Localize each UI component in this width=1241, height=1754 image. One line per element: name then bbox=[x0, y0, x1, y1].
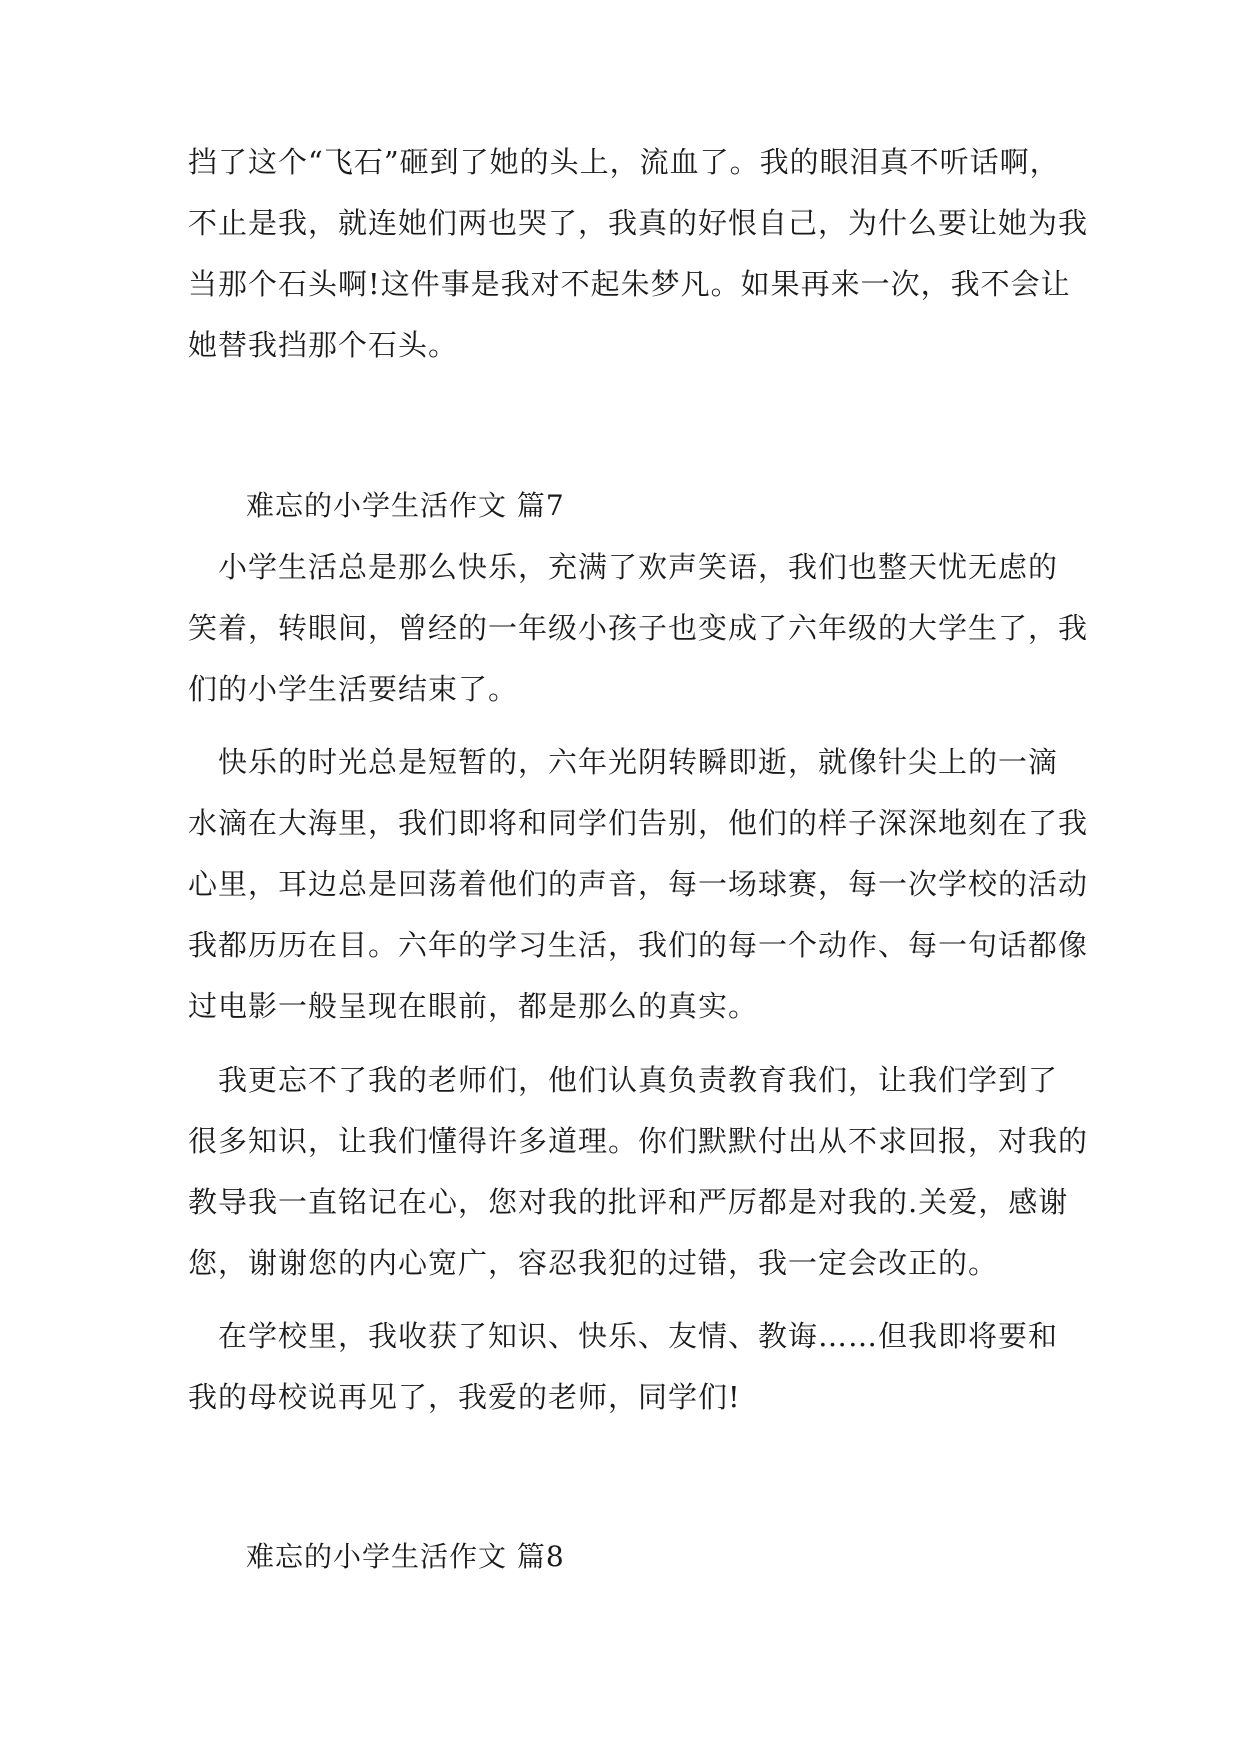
text-line: 我的母校说再见了，我爱的老师，同学们! bbox=[188, 1380, 741, 1414]
text-line: 教导我一直铭记在心，您对我的批评和严厉都是对我的.关爱，感谢 bbox=[188, 1185, 1069, 1219]
text-line: 过电影一般呈现在眼前，都是那么的真实。 bbox=[188, 989, 759, 1023]
text-line: 我都历历在目。六年的学习生活，我们的每一个动作、每一句话都像 bbox=[188, 928, 1089, 962]
text-line: 她替我挡那个石头。 bbox=[188, 328, 459, 362]
text-line: 们的小学生活要结束了。 bbox=[188, 672, 519, 706]
text-line: 挡了这个“飞石”砸到了她的头上，流血了。我的眼泪真不听话啊， bbox=[188, 145, 1060, 179]
text-line: 当那个石头啊!这件事是我对不起朱梦凡。如果再来一次，我不会让 bbox=[188, 267, 1071, 301]
section-heading: 难忘的小学生活作文 篇8 bbox=[246, 1540, 565, 1573]
text-line: 不止是我，就连她们两也哭了，我真的好恨自己，为什么要让她为我 bbox=[188, 206, 1089, 240]
text-line: 很多知识，让我们懂得许多道理。你们默默付出从不求回报，对我的 bbox=[188, 1124, 1089, 1158]
text-line: 心里，耳边总是回荡着他们的声音，每一场球赛，每一次学校的活动 bbox=[188, 867, 1089, 901]
text-line: 我更忘不了我的老师们，他们认真负责教育我们，让我们学到了 bbox=[188, 1063, 1059, 1097]
text-line: 在学校里，我收获了知识、快乐、友情、教诲……但我即将要和 bbox=[188, 1319, 1059, 1353]
text-line: 水滴在大海里，我们即将和同学们告别，他们的样子深深地刻在了我 bbox=[188, 806, 1089, 840]
text-line: 笑着，转眼间，曾经的一年级小孩子也变成了六年级的大学生了，我 bbox=[188, 611, 1089, 645]
text-line: 快乐的时光总是短暂的，六年光阴转瞬即逝，就像针尖上的一滴 bbox=[188, 745, 1059, 779]
section-heading: 难忘的小学生活作文 篇7 bbox=[246, 489, 565, 522]
text-line: 您，谢谢您的内心宽广，容忍我犯的过错，我一定会改正的。 bbox=[188, 1246, 999, 1280]
text-line: 小学生活总是那么快乐，充满了欢声笑语，我们也整天忧无虑的 bbox=[188, 550, 1059, 584]
